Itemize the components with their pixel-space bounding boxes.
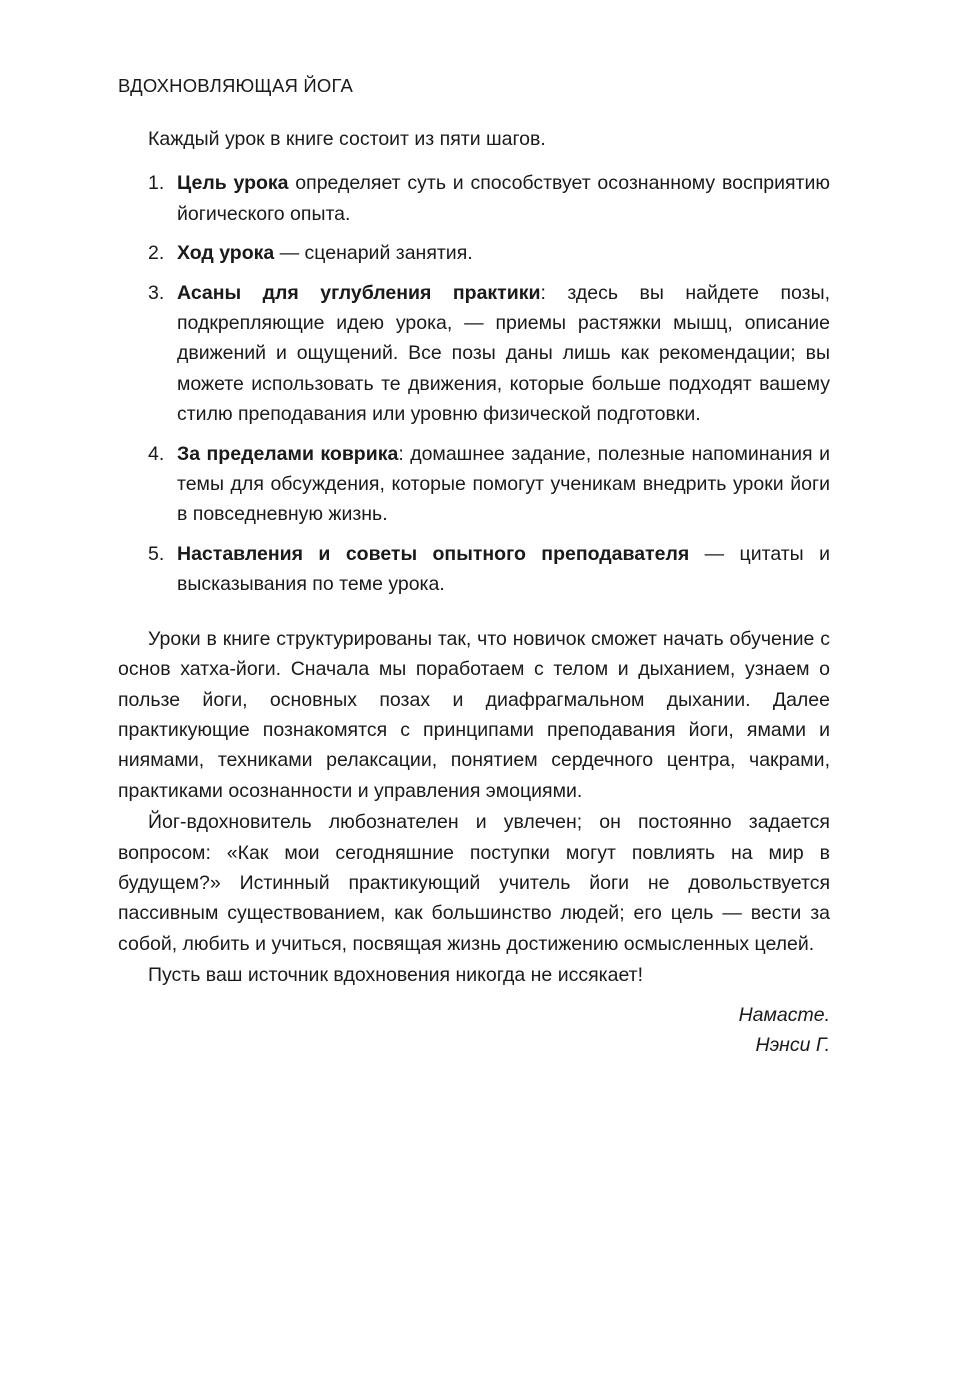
body-paragraph-yogi: Йог-вдохновитель любознателен и увлечен; он постоянно задается вопросом: «Как мои сегодняшние поступки могут повлиять на мир в будущем?» Истинный практикующий учитель йоги не довольствуется пассивным существованием, как большинство людей; его цель — вести за собой, любить и учиться, посвящая жизнь достижению осмысленных целей. xyxy=(118,811,830,955)
list-item-number: 3. xyxy=(148,281,165,304)
body-paragraph-structure: Уроки в книге структурированы так, что новичок сможет начать обучение с основ хатха-йоги. Сначала мы поработаем с телом и дыханием, узнаем о пользе йоги, основных позах и диафрагмальном дыхании. Далее практикующие познакомятся с принципами преподавания йоги, ямами и ниямами, техниками релаксации, понятием сердечного центра, чакрами, практиками осознанности и управления эмоциями. xyxy=(118,627,830,802)
list-item-term: Асаны для углубления практики xyxy=(177,281,541,304)
list-item-text: : домашнее задание, полезные напоминания и темы для обсуждения, которые помогут ученикам внедрить уроки йоги в повседневную жизнь. xyxy=(177,442,830,526)
list-item xyxy=(118,168,830,229)
list-item-text: — цитаты и высказывания по теме урока. xyxy=(177,542,830,596)
list-item-text: : здесь вы найдете позы, подкрепляющие идею урока, — приемы растяжки мышц, описание движений и ощущений. Все позы даны лишь как рекомендации; вы можете использовать те движения, которые больше подходят вашему стилю преподавания или уровню физической подготовки. xyxy=(177,281,830,426)
list-item-term: Цель урока xyxy=(177,172,289,195)
body-paragraph-wish: Пусть ваш источник вдохновения никогда не иссякает! xyxy=(148,964,643,987)
list-item-number: 1. xyxy=(148,172,165,195)
list-item-term: Наставления и советы опытного преподавателя xyxy=(177,542,690,565)
list-item-number: 2. xyxy=(148,242,165,265)
signature-greeting: Намасте. xyxy=(738,1003,830,1026)
list-item-number: 5. xyxy=(148,542,165,565)
page-body xyxy=(118,124,830,1060)
list-item-term: Ход урока xyxy=(177,242,275,265)
list-item-term: За пределами коврика xyxy=(177,442,399,465)
signature-author: Нэнси Г. xyxy=(755,1033,830,1056)
list-item xyxy=(118,539,830,600)
list-item-text: — сценарий занятия. xyxy=(274,242,473,265)
signature-block xyxy=(118,1000,830,1061)
list-item xyxy=(118,439,830,530)
list-item-number: 4. xyxy=(148,442,165,465)
list-item xyxy=(118,238,830,268)
running-head-title: ВДОХНОВЛЯЮЩАЯ ЙОГА xyxy=(118,75,354,96)
list-item xyxy=(118,278,830,430)
intro-paragraph: Каждый урок в книге состоит из пяти шагов. xyxy=(148,128,546,150)
lesson-steps-list xyxy=(118,168,830,599)
list-item-text: определяет суть и способствует осознанному восприятию йогического опыта. xyxy=(177,172,831,225)
